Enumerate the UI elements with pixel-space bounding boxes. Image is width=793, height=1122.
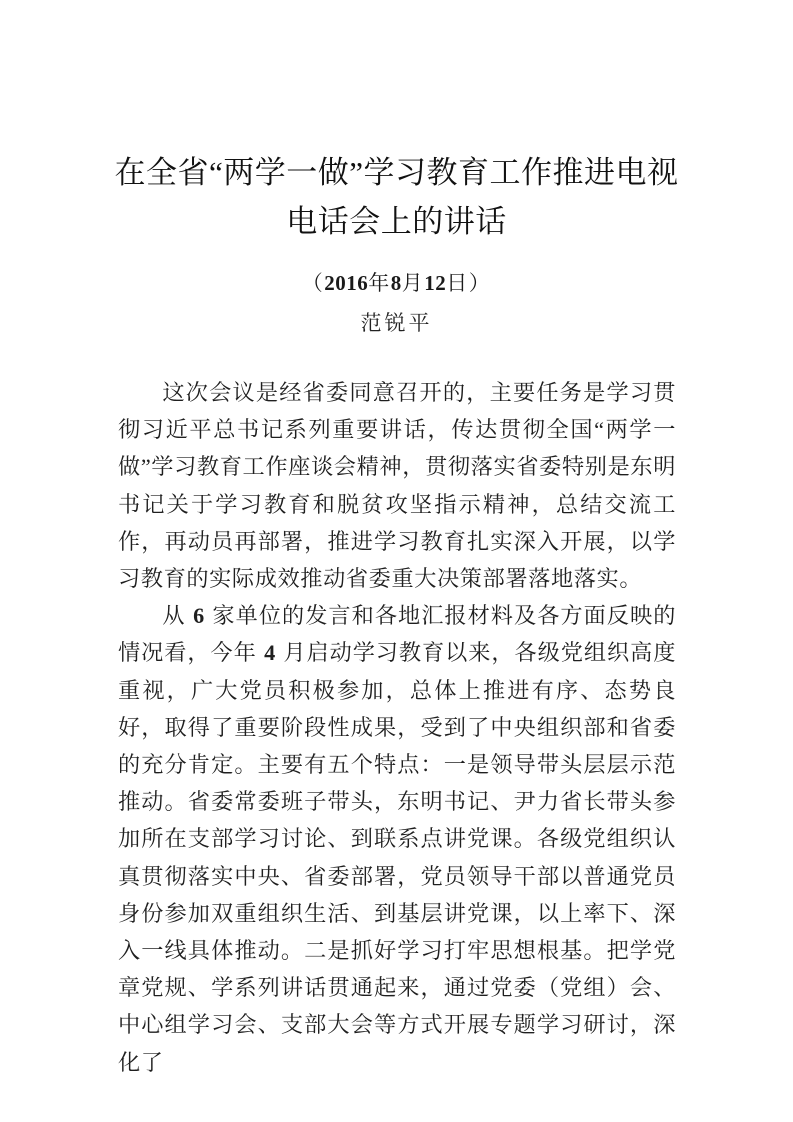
- document-date: [100, 268, 693, 298]
- date-year-label: 年: [368, 271, 391, 295]
- paragraph-2-head: 从: [162, 603, 193, 629]
- title-line-2: 电话会上的讲话: [286, 204, 507, 239]
- paragraph-2-tail: 月启动学习教育以来，各级党组织高度重视，广大党员积极参加，总体上推进有序、态势良好，取得了重要阶段性成果，受到了中央组织部和省委的充分肯定。主要有五个特点：一是领导带头层层示范推动。省委常委班子带头，东明书记、尹力省长带头参加所在支部学习讨论、到联系点讲党课。各级党组织认真贯彻落实中央、省委部署，党员领导干部以普通党员身份参加双重组织生活、到基层讲党课，以上率下、深入一线具体推动。二是抓好学习打牢思想根基。把学党章党规、学系列讲话贯通起来，通过党委（党组）会、中心组学习会、支部大会等方式开展专题学习研讨，深化了: [118, 640, 676, 1075]
- body-paragraph-2: [118, 597, 676, 1081]
- date-day-label: 日: [446, 271, 469, 295]
- document-title: [100, 148, 693, 246]
- date-month-label: 月: [401, 271, 425, 295]
- document-body: [118, 374, 676, 1081]
- body-paragraph-1: 这次会议是经省委同意召开的，主要任务是学习贯彻习近平总书记系列重要讲话，传达贯彻全国“两学一做”学习教育工作座谈会精神，贯彻落实省委特别是东明书记关于学习教育和脱贫攻坚指示精神，总结交流工作，再动员再部署，推进学习教育扎实深入开展，以学习教育的实际成效推动省委重大决策部署落地落实。: [118, 380, 676, 592]
- page-title: [100, 148, 693, 246]
- paragraph-2-number-month: 4: [264, 640, 276, 666]
- date-year: 2016: [324, 271, 369, 295]
- date-day: 12: [424, 271, 447, 295]
- date-close-paren: ）: [468, 271, 492, 295]
- date-month: 8: [390, 271, 402, 295]
- title-line-1: 在全省“两学一做”学习教育工作推进电视: [114, 155, 679, 190]
- date-open-paren: （: [301, 271, 325, 295]
- paragraph-2-number-units: 6: [193, 603, 205, 629]
- paragraph-2-mid: 家单位的发言和各地汇报材料及各方面反映的情况看，今年: [118, 603, 676, 666]
- document-author: 范锐平: [360, 311, 433, 335]
